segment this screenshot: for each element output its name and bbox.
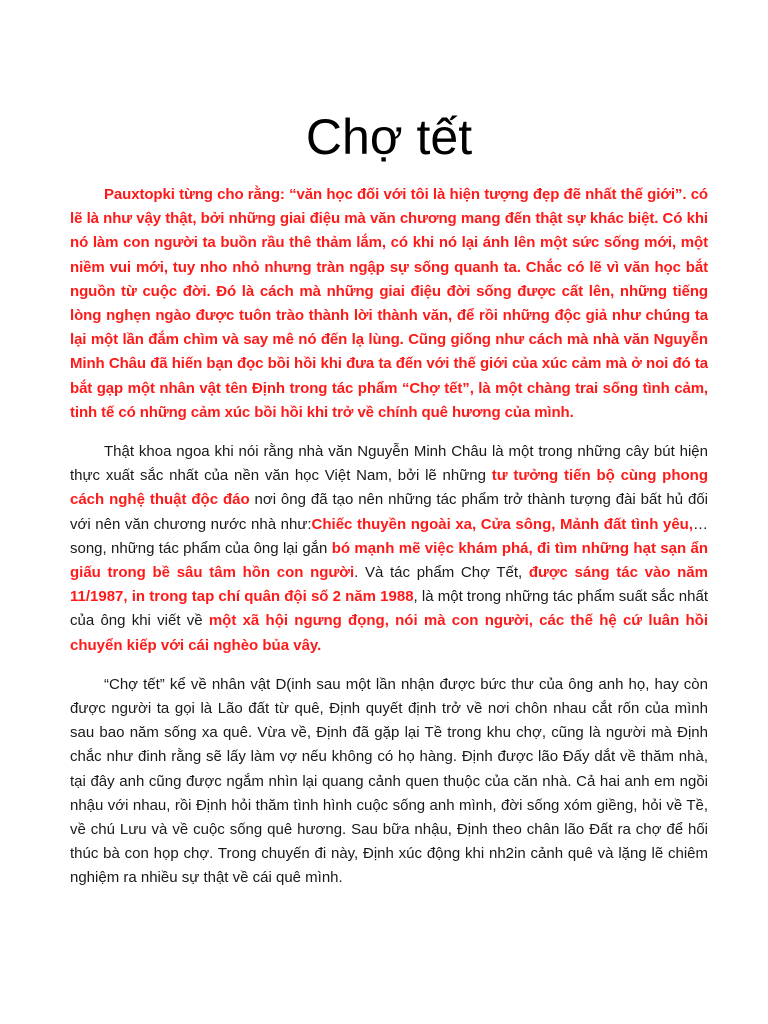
document-title: Chợ tết	[305, 109, 473, 165]
paragraph-text: , là một trong những tác phẩm suất sắc nhất của ông khi viết về	[70, 588, 708, 630]
paragraph-text: . Và tác phẩm Chợ Tết,	[354, 564, 529, 582]
highlighted-text: tư tưởng tiến bộ cùng phong cách nghệ thuật độc đáo	[70, 467, 708, 509]
paragraph-summary: “Chợ tết” kể về nhân vật D(inh sau một lần nhận được bức thư của ông anh họ, hay còn được người ta gọi là Lão đất từ quê, Định quyết định trở về nơi chôn nhau cắt rốn của mình sau bao năm sống xa quê. Vừa về, Định đã gặp lại Tề trong khu chợ, cũng là người mà Định chắc như đinh rằng sẽ lấy làm vợ nếu không có họ hàng. Định được lão Đấy dắt về thăm nhà, tại đây anh cũng được ngắm nhìn lại quang cảnh quen thuộc của căn nhà. Cả hai anh em ngồi nhậu với nhau, rồi Định hỏi thăm tình hình cuộc sống anh mình, đời sống xóm giềng, hỏi về Tề, về chú Lưu và về cuộc sống quê hương. Sau bữa nhậu, Định theo chân lão Đất ra chợ để hối thúc bà con họp chợ. Trong chuyến đi này, Định xúc động khi nh2in cảnh quê và lặng lẽ chiêm nghiệm ra nhiều sự thật về cái quê mình.	[70, 675, 708, 887]
highlighted-text: được sáng tác vào năm 11/1987, in trong tap chí quân đội số 2 năm 1988	[70, 564, 708, 606]
paragraph-text: …song, những tác phẩm của ông lại gắn	[70, 515, 708, 557]
intro-highlighted-text: Pauxtopki từng cho rằng: “văn học đối với tôi là hiện tượng đẹp đẽ nhất thế giới”. có lẽ là như vậy thật, bởi những giai điệu mà văn chương mang đến thật sự khác biệt. Có khi nó làm con người ta buồn rầu thê thảm lắm, có khi nó lại ánh lên một sức sống mới, một niềm vui mới, tuy nho nhỏ nhưng tràn ngập sự sống quanh ta. Chắc có lẽ vì văn học bắt nguồn từ cuộc đời. Đó là cách mà những giai điệu đời sống được cất lên, những tiếng lòng nghẹn ngào được tuôn trào thành lời thành văn, để rồi những độc giả như chúng ta lại một lần đắm chìm và say mê nó đến lạ lùng. Cũng giống như cách mà nhà văn Nguyễn Minh Châu đã hiến bạn đọc bồi hồi khi đưa ta đến với thế giới của xúc cảm mà ở noi đó ta bắt gạp một nhân vật tên Định trong tác phẩm “Chợ tết”, là một chàng trai sống tình cảm, tinh tế có những cảm xúc bồi hồi khi trở về chính quê hương của mình.	[70, 186, 708, 421]
highlighted-text: bó mạnh mẽ việc khám phá, đi tìm những hạt sạn ẩn giấu trong bề sâu tâm hồn con người	[70, 539, 708, 582]
paragraph-text: Thật khoa ngoa khi nói rằng nhà văn Nguyễn Minh Châu là một trong những cây bút hiện thực xuất sắc nhất của nền văn học Việt Nam, bởi lẽ những	[70, 443, 708, 485]
paragraph-text: nơi ông đã tạo nên những tác phẩm trở thành tượng đài bất hủ đối với nên văn chương nước nhà như:	[70, 491, 708, 533]
paragraph-intro	[70, 183, 708, 425]
highlighted-text: Chiếc thuyền ngoài xa, Cửa sông, Mảnh đất tình yêu,	[311, 515, 693, 533]
highlighted-text: một xã hội ngưng đọng, nói mà con người, các thế hệ cứ luân hồi chuyển kiếp với cái nghèo bủa vây.	[70, 612, 708, 654]
paragraph-author	[70, 440, 708, 658]
